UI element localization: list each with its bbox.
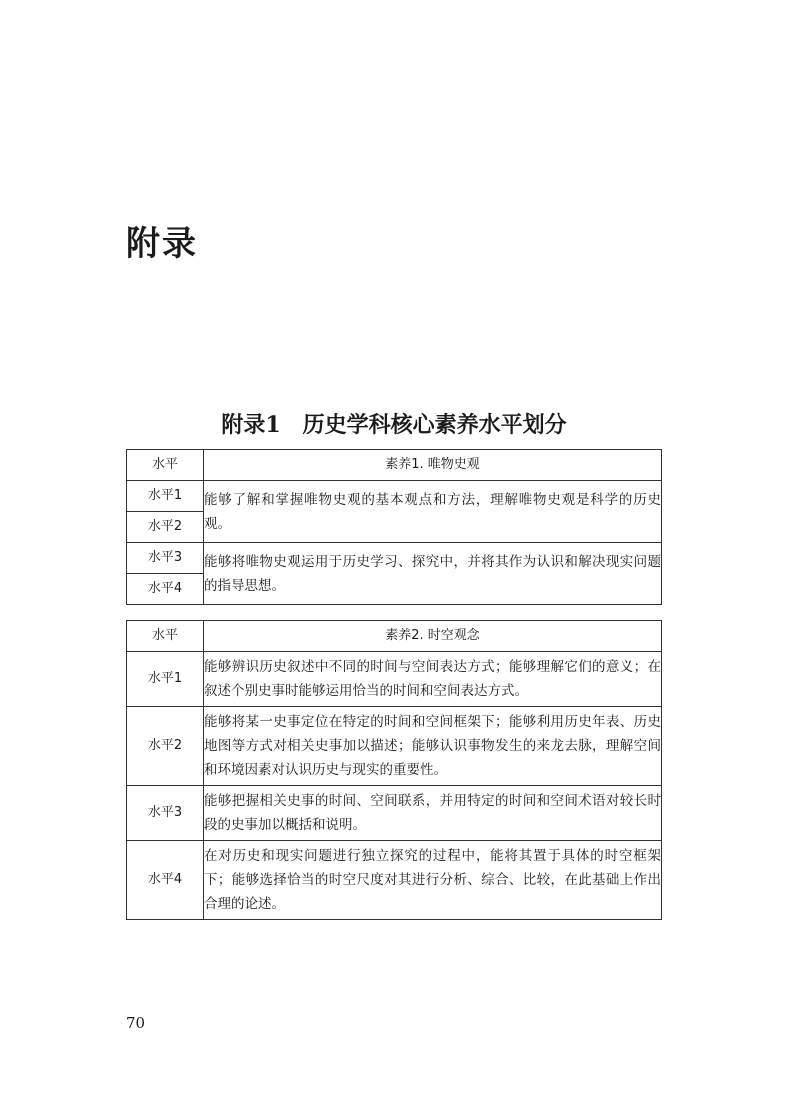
level-label: 水平3 bbox=[127, 786, 204, 841]
level-label: 水平1 bbox=[127, 652, 204, 707]
literacy-title: 素养2. 时空观念 bbox=[204, 621, 662, 652]
level-label: 水平2 bbox=[127, 512, 204, 543]
table-row bbox=[127, 841, 662, 920]
level-description: 能够将某一史事定位在特定的时间和空间框架下；能够利用历史年表、历史地图等方式对相关史事加以描述；能够认识事物发生的来龙去脉，理解空间和环境因素对认识历史与现实的重要性。 bbox=[204, 707, 662, 786]
literacy-table-1 bbox=[126, 449, 662, 605]
table-row bbox=[127, 707, 662, 786]
level-label: 水平3 bbox=[127, 543, 204, 574]
level-description: 能够把握相关史事的时间、空间联系，并用特定的时间和空间术语对较长时段的史事加以概括和说明。 bbox=[204, 786, 662, 841]
table-header-row bbox=[127, 450, 662, 481]
level-label: 水平2 bbox=[127, 707, 204, 786]
table-row bbox=[127, 786, 662, 841]
page-heading: 附录 bbox=[126, 224, 198, 264]
level-column-header: 水平 bbox=[127, 450, 204, 481]
level-description: 能够将唯物史观运用于历史学习、探究中，并将其作为认识和解决现实问题的指导思想。 bbox=[204, 543, 662, 605]
table-header-row bbox=[127, 621, 662, 652]
level-label: 水平4 bbox=[127, 574, 204, 605]
level-label: 水平4 bbox=[127, 841, 204, 920]
table-row bbox=[127, 652, 662, 707]
literacy-title: 素养1. 唯物史观 bbox=[204, 450, 662, 481]
table-row bbox=[127, 481, 662, 512]
level-description: 能够了解和掌握唯物史观的基本观点和方法，理解唯物史观是科学的历史观。 bbox=[204, 481, 662, 543]
level-label: 水平1 bbox=[127, 481, 204, 512]
literacy-table-2 bbox=[126, 620, 662, 920]
section-title: 附录1 历史学科核心素养水平划分 bbox=[221, 412, 567, 438]
level-description: 能够辨识历史叙述中不同的时间与空间表达方式；能够理解它们的意义；在叙述个别史事时能够运用恰当的时间和空间表达方式。 bbox=[204, 652, 662, 707]
page-number: 70 bbox=[126, 1014, 146, 1032]
level-column-header: 水平 bbox=[127, 621, 204, 652]
level-description: 在对历史和现实问题进行独立探究的过程中，能将其置于具体的时空框架下；能够选择恰当的时空尺度对其进行分析、综合、比较，在此基础上作出合理的论述。 bbox=[204, 841, 662, 920]
table-row bbox=[127, 543, 662, 574]
